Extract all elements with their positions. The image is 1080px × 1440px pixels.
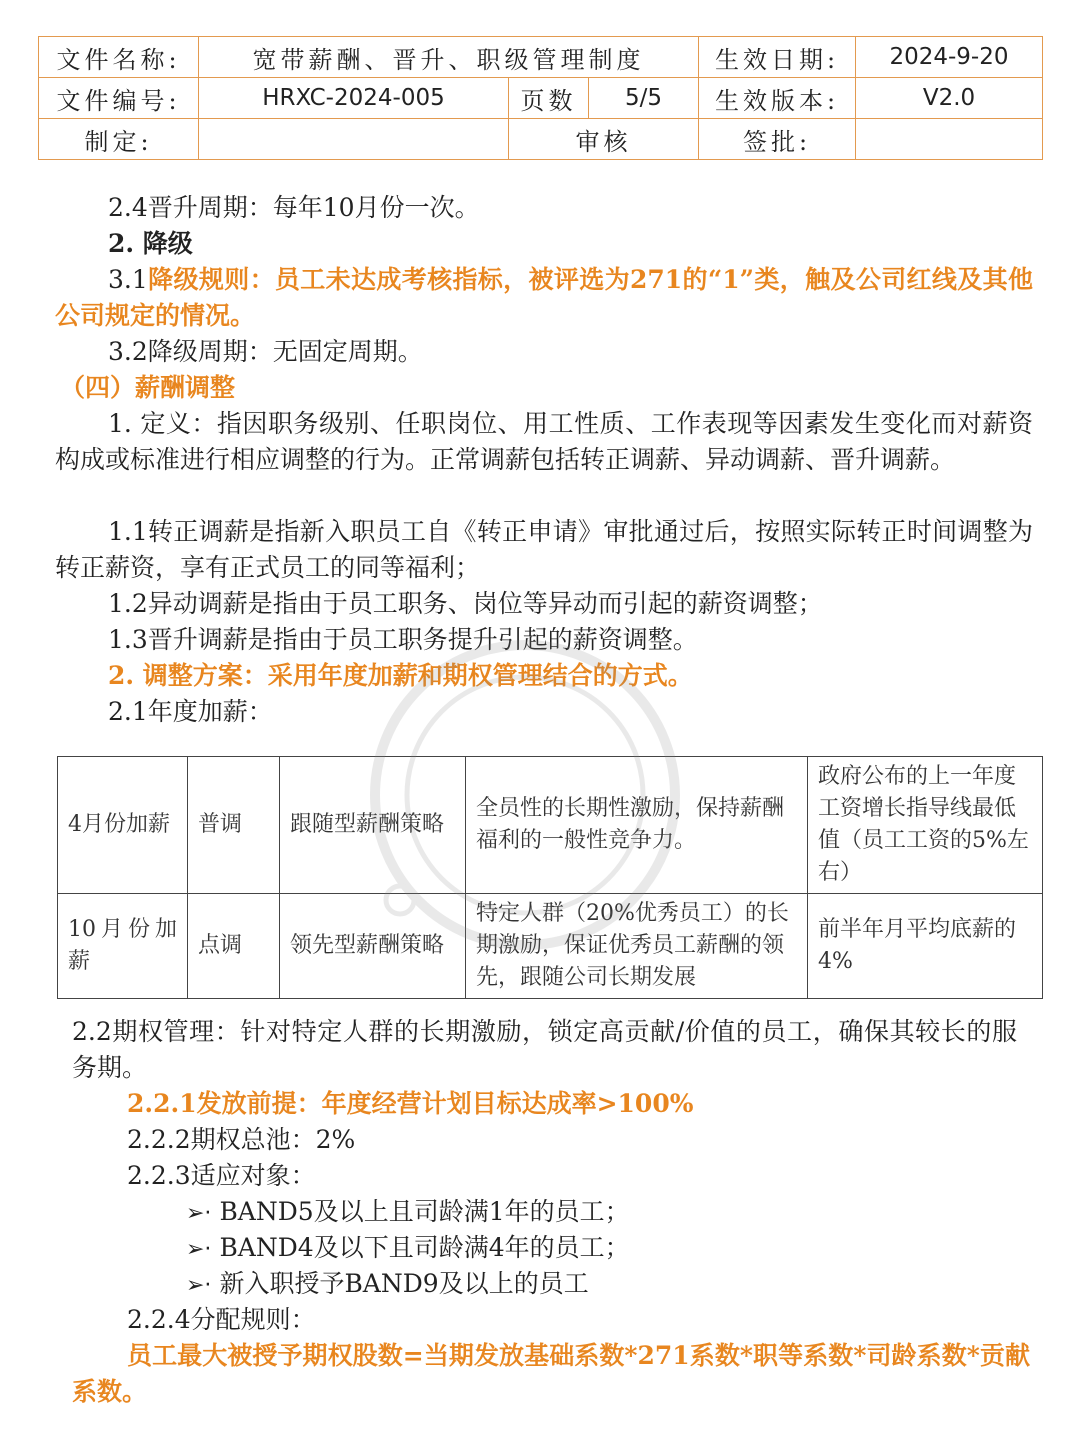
definition-paragraph: 1. 定义：指因职务级别、任职岗位、用工性质、工作表现等因素发生变化而对薪资构成或标准进行相应调整的行为。正常调薪包括转正调薪、异动调薪、晋升调薪。	[55, 409, 1033, 474]
demotion-cycle-line: 3.2降级周期：无固定周期。	[108, 337, 423, 366]
effective-date-value: 2024-9-20	[856, 37, 1043, 78]
arrow-bullet-icon: ➢·	[186, 1237, 212, 1262]
regularization-paragraph: 1.1转正调薪是指新入职员工自《转正申请》审批通过后，按照实际转正时间调整为转正薪资，享有正式员工的同等福利；	[55, 517, 1033, 582]
file-name-value: 宽带薪酬、晋升、职级管理制度	[199, 37, 699, 78]
demotion-rule-paragraph	[55, 262, 1033, 334]
table-cell: 特定人群（20%优秀员工）的长期激励，保证优秀员工薪酬的领先，跟随公司长期发展	[466, 894, 808, 999]
list-item: ➢· BAND5及以上且司龄满1年的员工；	[186, 1197, 630, 1226]
demotion-rule-text: 降级规则：员工未达成考核指标，被评选为271的“1”类，触及公司红线及其他公司规定的情况。	[55, 265, 1033, 330]
file-no-label: 文件编号:	[39, 78, 199, 119]
option-pool-line: 2.2.2期权总池：2%	[127, 1125, 356, 1154]
distribution-rule-line: 2.2.4分配规则：	[127, 1305, 316, 1334]
table-cell: 全员性的长期性激励，保持薪酬福利的一般性竞争力。	[466, 757, 808, 894]
approve-value	[856, 119, 1043, 160]
table-cell: 10月份加薪	[58, 894, 188, 999]
pages-value: 5/5	[589, 78, 699, 119]
approve-label: 签批:	[699, 119, 856, 160]
table-cell: 4月份加薪	[58, 757, 188, 894]
table-cell: 普调	[188, 757, 280, 894]
file-name-label: 文件名称:	[39, 37, 199, 78]
arrow-bullet-icon: ➢·	[186, 1201, 212, 1226]
review-label: 审核	[509, 119, 699, 160]
table-cell: 领先型薪酬策略	[280, 894, 466, 999]
salary-adjust-heading: （四）薪酬调整	[60, 373, 236, 402]
demotion-rule-number: 3.1	[108, 265, 148, 294]
table-cell: 前半年月平均底薪的4%	[808, 894, 1043, 999]
document-header-table	[38, 36, 1043, 160]
version-value: V2.0	[856, 78, 1043, 119]
promotion-adjust-line: 1.3晋升调薪是指由于员工职务提升引起的薪资调整。	[108, 625, 698, 654]
option-target-line: 2.2.3适应对象：	[127, 1161, 316, 1190]
effective-date-label: 生效日期:	[699, 37, 856, 78]
table-row	[58, 757, 1043, 894]
table-row	[58, 894, 1043, 999]
demotion-heading: 2. 降级	[108, 229, 193, 258]
pages-label: 页数	[509, 78, 589, 119]
table-cell: 政府公布的上一年度工资增长指导线最低值（员工工资的5%左右）	[808, 757, 1043, 894]
annual-raise-table	[57, 756, 1043, 999]
made-value	[199, 119, 509, 160]
option-management-paragraph: 2.2期权管理：针对特定人群的长期激励，锁定高贡献/价值的员工，确保其较长的服务期。	[72, 1017, 1017, 1082]
list-item: ➢· BAND4及以下且司龄满4年的员工；	[186, 1233, 630, 1262]
table-cell: 点调	[188, 894, 280, 999]
list-item: ➢· 新入职授予BAND9及以上的员工	[186, 1269, 589, 1298]
version-label: 生效版本:	[699, 78, 856, 119]
transfer-adjust-line: 1.2异动调薪是指由于员工职务、岗位等异动而引起的薪资调整；	[108, 589, 823, 618]
option-premise-line: 2.2.1发放前提：年度经营计划目标达成率>100%	[127, 1089, 694, 1118]
made-label: 制定:	[39, 119, 199, 160]
file-no-value: HRXC-2024-005	[199, 78, 509, 119]
promotion-cycle-line: 2.4晋升周期：每年10月份一次。	[108, 193, 480, 222]
distribution-formula-paragraph: 员工最大被授予期权股数=当期发放基础系数*271系数*职等系数*司龄系数*贡献系数。	[72, 1341, 1030, 1406]
adjust-plan-line: 2. 调整方案：采用年度加薪和期权管理结合的方式。	[108, 661, 693, 690]
table-cell: 跟随型薪酬策略	[280, 757, 466, 894]
annual-raise-line: 2.1年度加薪：	[108, 697, 273, 726]
arrow-bullet-icon: ➢·	[186, 1273, 212, 1298]
